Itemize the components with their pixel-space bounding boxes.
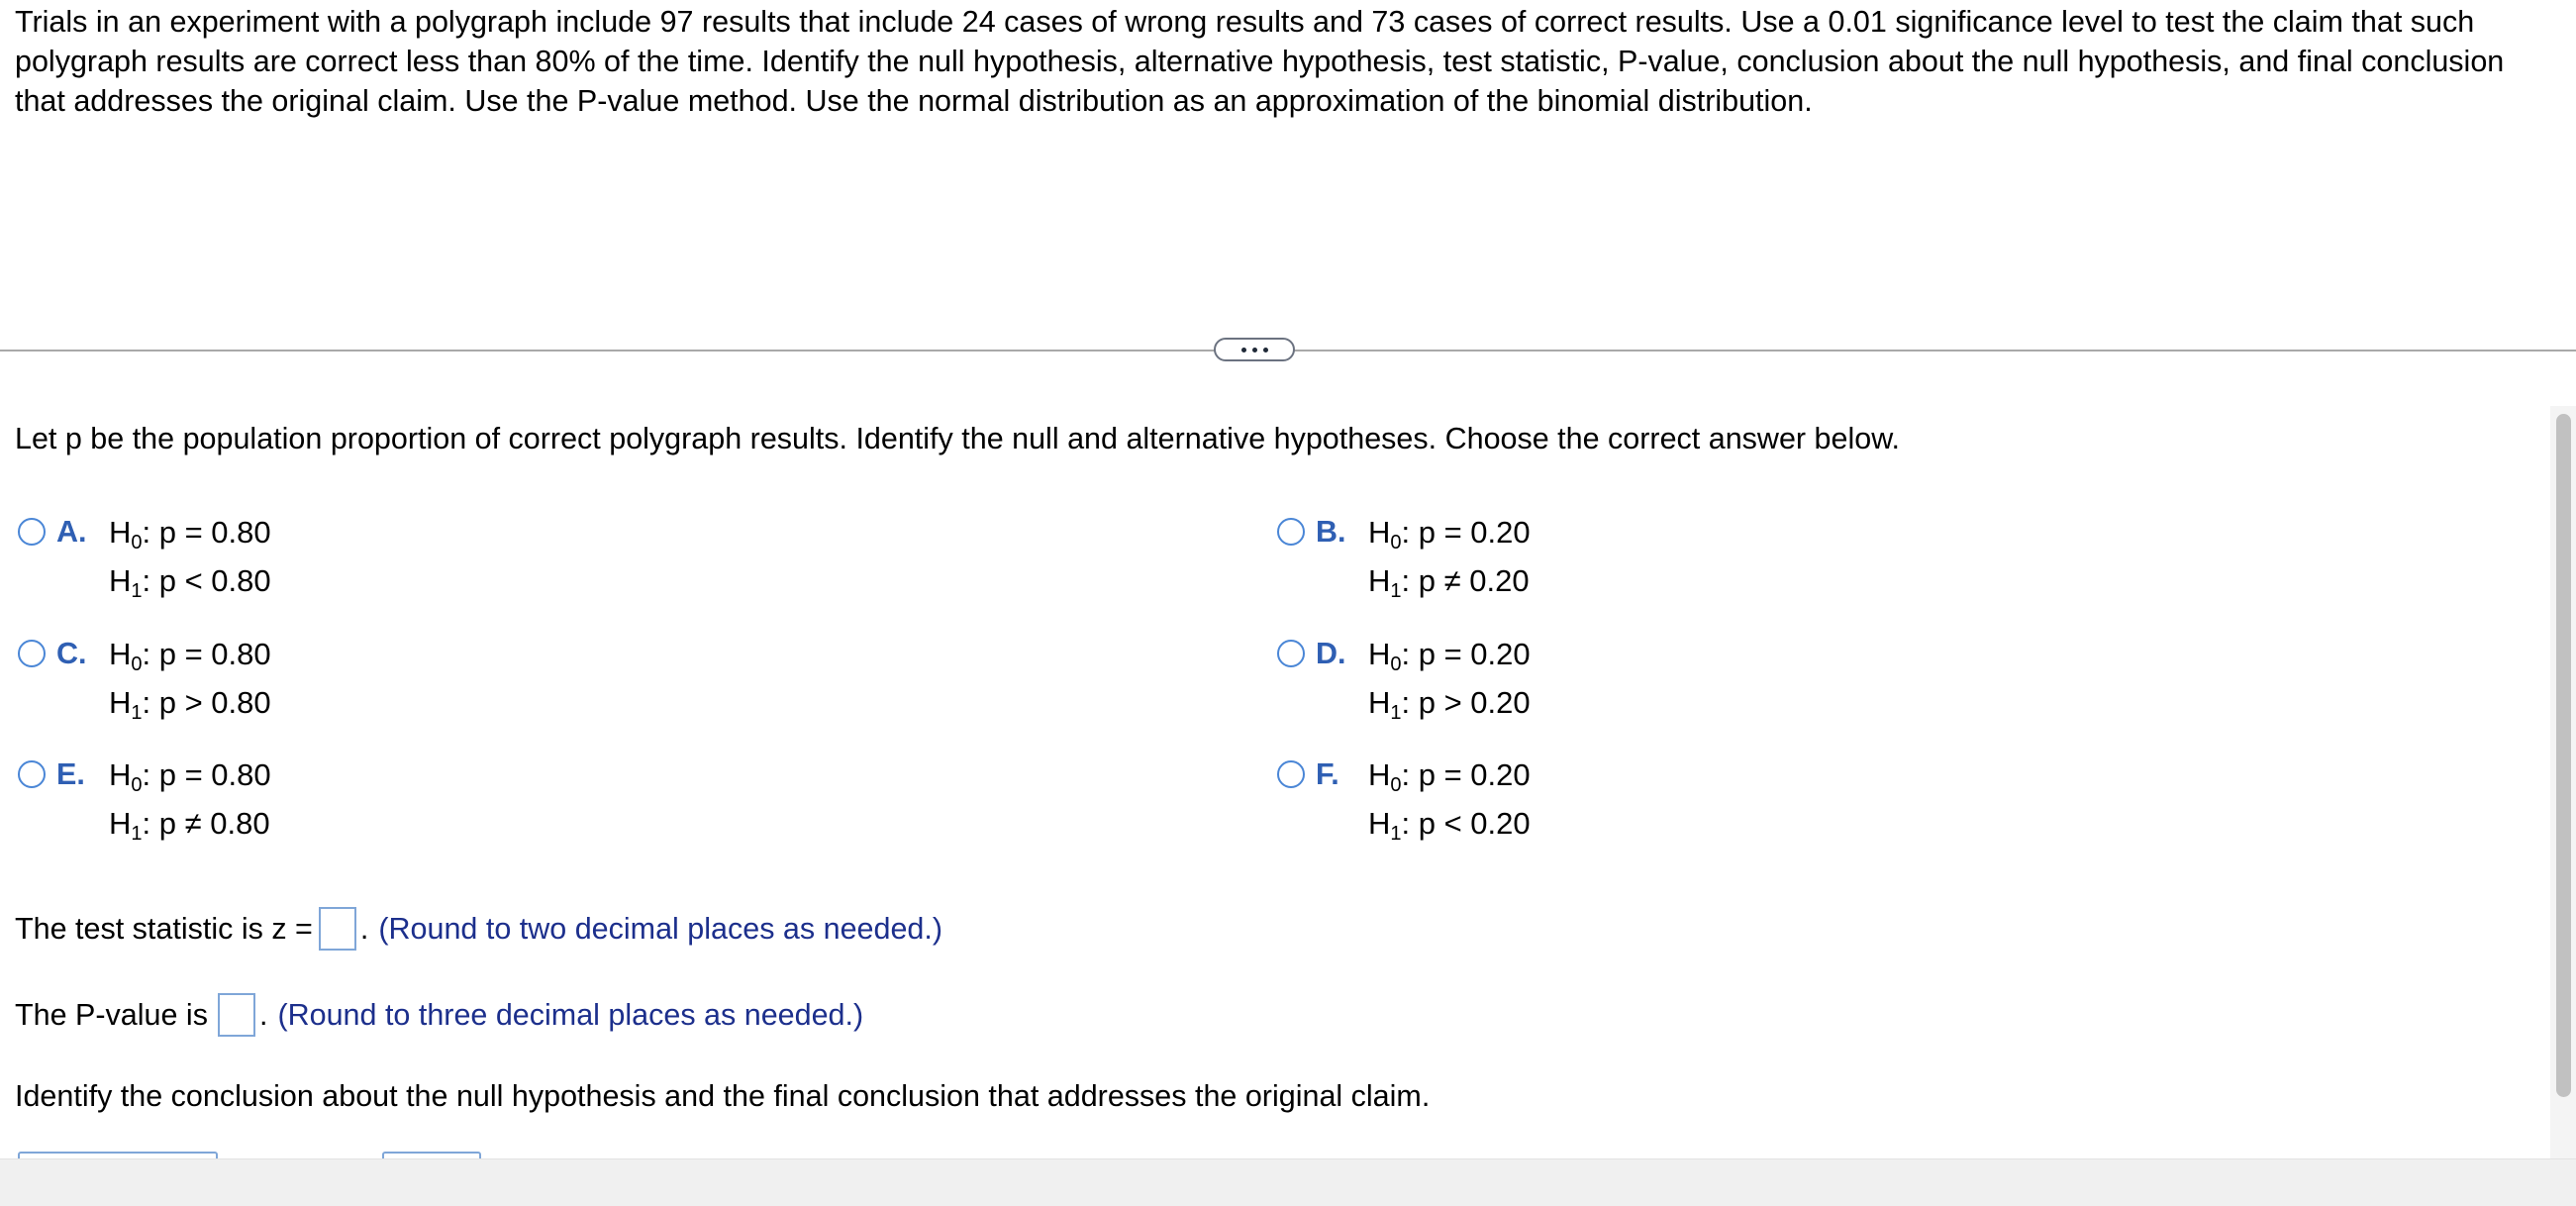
test-statistic-suffix: . xyxy=(359,912,369,946)
option-d[interactable] xyxy=(1277,631,1531,727)
test-statistic-label: The test statistic is z = xyxy=(15,912,313,946)
ellipsis-icon xyxy=(1241,348,1246,352)
bottom-bar xyxy=(0,1158,2576,1206)
p-value-input[interactable] xyxy=(218,993,255,1037)
radio-button[interactable] xyxy=(1277,760,1305,788)
option-a[interactable] xyxy=(18,509,271,605)
null-hypothesis: $H_0$: p = 0.20 xyxy=(1368,515,1531,553)
option-e[interactable] xyxy=(18,752,271,848)
null-hypothesis: $H_0$: p = 0.80 xyxy=(109,637,271,675)
conclusion-prompt: Identify the conclusion about the null hypothesis and the final conclusion that addresses the original claim. xyxy=(15,1079,1431,1113)
hypotheses xyxy=(109,509,271,605)
null-hypothesis: $H_0$: p = 0.20 xyxy=(1368,757,1531,796)
null-conclusion-dropdown[interactable] xyxy=(18,1152,218,1158)
question-prompt: Let p be the population proportion of correct polygraph results. Identify the null and alternative hypotheses. Choose the correct answer below. xyxy=(15,422,1901,455)
test-statistic-hint: (Round to two decimal places as needed.) xyxy=(378,912,943,946)
hypotheses xyxy=(1368,752,1531,848)
option-f[interactable] xyxy=(1277,752,1531,848)
vertical-scrollbar[interactable] xyxy=(2550,406,2576,1158)
question-panel xyxy=(0,386,2576,1158)
alternative-hypothesis: $H_1$: p < 0.20 xyxy=(1368,805,1531,845)
expand-button[interactable] xyxy=(1214,338,1295,361)
hypotheses xyxy=(1368,509,1531,605)
null-hypothesis: $H_0$: p = 0.20 xyxy=(1368,637,1531,675)
test-statistic-input[interactable] xyxy=(319,907,356,951)
problem-statement: Trials in an experiment with a polygraph include 97 results that include 24 cases of wrong results and 73 cases of correct results. Use a 0.01 significance level to test the claim that such polygraph results are correct less than 80% of the time. Identify the null hypothesis, alternative hypothesis, test statistic, P-value, conclusion about the null hypothesis, and final conclusion that addresses the original claim. Use the P-value method. Use the normal distribution as an approximation of the binomial distribution. xyxy=(15,5,2505,118)
p-value-hint: (Round to three decimal places as needed.) xyxy=(277,998,864,1032)
hypotheses xyxy=(109,752,271,848)
option-c[interactable] xyxy=(18,631,271,727)
test-statistic-row xyxy=(15,907,942,951)
ellipsis-icon xyxy=(1263,348,1268,352)
radio-button[interactable] xyxy=(18,518,46,546)
radio-button[interactable] xyxy=(1277,640,1305,667)
null-hypothesis: $H_0$: p = 0.80 xyxy=(109,757,271,796)
option-letter: F. xyxy=(1316,757,1339,791)
claim-conclusion-dropdown[interactable] xyxy=(382,1152,481,1158)
option-letter: D. xyxy=(1316,637,1346,670)
radio-button[interactable] xyxy=(18,640,46,667)
alternative-hypothesis: $H_1$: p ≠ 0.20 xyxy=(1368,562,1530,602)
alternative-hypothesis: $H_1$: p ≠ 0.80 xyxy=(109,805,270,845)
option-b[interactable] xyxy=(1277,509,1531,605)
null-hypothesis: $H_0$: p = 0.80 xyxy=(109,515,271,553)
p-value-suffix: . xyxy=(258,998,268,1032)
option-letter: E. xyxy=(56,757,85,791)
alternative-hypothesis: $H_1$: p > 0.80 xyxy=(109,684,271,724)
scrollbar-thumb[interactable] xyxy=(2556,414,2571,1097)
option-letter: A. xyxy=(56,515,87,549)
p-value-row xyxy=(15,993,863,1037)
hypotheses xyxy=(1368,631,1531,727)
radio-button[interactable] xyxy=(18,760,46,788)
alternative-hypothesis: $H_1$: p < 0.80 xyxy=(109,562,271,602)
option-letter: C. xyxy=(56,637,87,670)
p-value-label: The P-value is xyxy=(15,998,208,1032)
radio-button[interactable] xyxy=(1277,518,1305,546)
hypotheses xyxy=(109,631,271,727)
option-letter: B. xyxy=(1316,515,1346,549)
ellipsis-icon xyxy=(1252,348,1257,352)
alternative-hypothesis: $H_1$: p > 0.20 xyxy=(1368,684,1531,724)
